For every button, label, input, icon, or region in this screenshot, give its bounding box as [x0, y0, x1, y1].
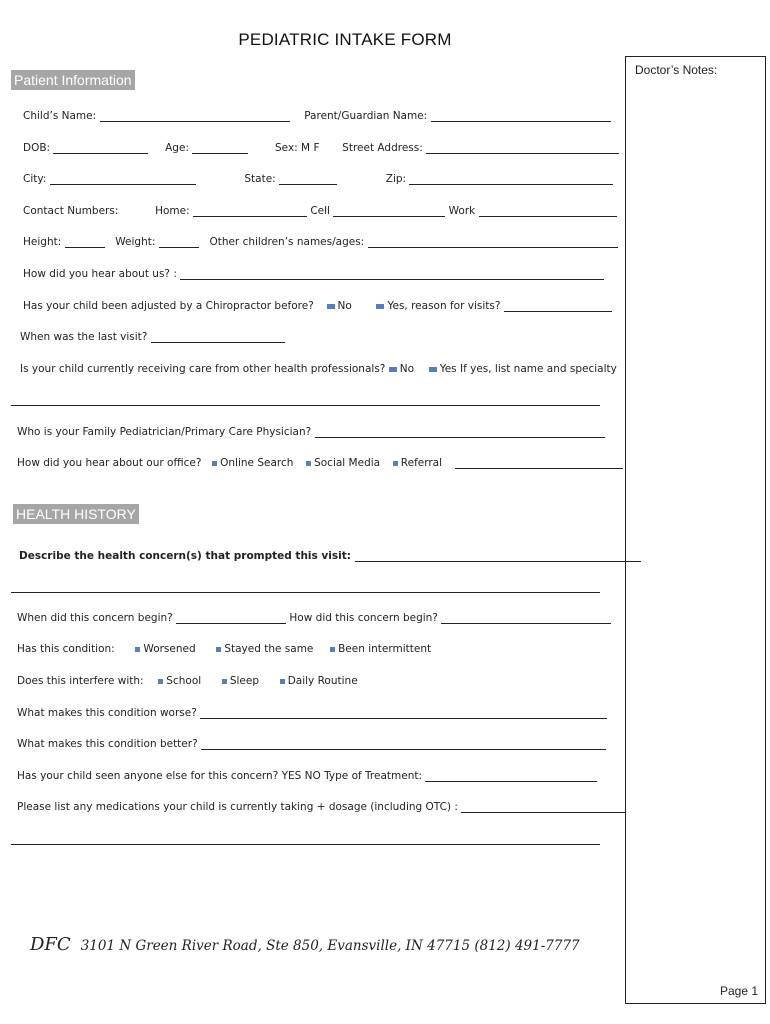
footer-address: 3101 N Green River Road, Ste 850, Evansville, IN 47715 (812) 491-7777 — [80, 938, 580, 954]
worsened-checkbox[interactable] — [135, 647, 140, 652]
other-care-no-checkbox[interactable] — [389, 367, 397, 372]
pediatrician-field[interactable] — [315, 427, 605, 438]
social-media-label: Social Media — [314, 457, 381, 469]
height-row — [23, 236, 618, 248]
intermittent-checkbox[interactable] — [330, 647, 335, 652]
pediatrician-label: Who is your Family Pediatrician/Primary Care Physician? — [17, 426, 312, 438]
doctor-notes-box[interactable] — [625, 56, 766, 1004]
when-begin-label: When did this concern begin? — [17, 612, 173, 624]
name-row — [23, 110, 611, 122]
other-children-label: Other children’s names/ages: — [209, 236, 365, 248]
social-media-checkbox[interactable] — [306, 461, 311, 466]
age-label: Age: — [165, 142, 189, 154]
doctor-notes-label: Doctor’s Notes: — [635, 63, 718, 77]
cell-label: Cell — [310, 205, 330, 217]
zip-field[interactable] — [409, 174, 613, 185]
dob-label: DOB: — [23, 142, 51, 154]
school-label: School — [166, 675, 202, 687]
home-label: Home: — [155, 205, 190, 217]
interfere-label: Does this interfere with: — [17, 675, 144, 687]
concern-answer-line[interactable] — [11, 592, 600, 593]
worse-label: What makes this condition worse? — [17, 707, 197, 719]
child-name-label: Child’s Name: — [23, 110, 97, 122]
seen-anyone-row — [17, 770, 597, 782]
city-row — [23, 173, 613, 185]
intermittent-label: Been intermittent — [338, 643, 432, 655]
state-field[interactable] — [279, 174, 337, 185]
chiro-reason-field[interactable] — [504, 301, 612, 312]
referral-field[interactable] — [455, 458, 623, 469]
other-care-no-label: No — [399, 363, 414, 375]
better-field[interactable] — [201, 739, 606, 750]
online-search-checkbox[interactable] — [212, 461, 217, 466]
street-label: Street Address: — [342, 142, 423, 154]
contact-row — [23, 205, 617, 217]
chiro-no-checkbox[interactable] — [327, 304, 335, 309]
daily-routine-label: Daily Routine — [287, 675, 358, 687]
better-row — [17, 738, 606, 750]
city-field[interactable] — [50, 174, 196, 185]
page-number: Page 1 — [720, 984, 759, 998]
medications-row — [17, 801, 625, 813]
work-phone-field[interactable] — [479, 206, 617, 217]
last-visit-field[interactable] — [151, 332, 285, 343]
other-care-answer-line[interactable] — [11, 405, 600, 406]
chiro-yes-checkbox[interactable] — [376, 304, 384, 309]
dob-field[interactable] — [53, 143, 148, 154]
chiropractor-question: Has your child been adjusted by a Chiropractor before? — [23, 300, 314, 312]
other-care-row — [20, 363, 617, 375]
work-label: Work — [448, 205, 476, 217]
describe-concern-field[interactable] — [355, 551, 641, 562]
dfc-logo: DFC — [30, 934, 71, 955]
contact-numbers-label: Contact Numbers: — [23, 205, 119, 217]
how-begin-label: How did this concern begin? — [289, 612, 438, 624]
treatment-field[interactable] — [425, 771, 597, 782]
stayed-same-label: Stayed the same — [224, 643, 314, 655]
concern-begin-row — [17, 612, 611, 624]
worse-row — [17, 707, 607, 719]
condition-label: Has this condition: — [17, 643, 115, 655]
street-field[interactable] — [426, 143, 619, 154]
other-care-yes-label: Yes If yes, list name and specialty — [439, 363, 617, 375]
medications-answer-line[interactable] — [11, 844, 600, 845]
when-begin-field[interactable] — [176, 613, 286, 624]
last-visit-row — [20, 331, 285, 343]
medications-field[interactable] — [461, 802, 625, 813]
describe-concern-label: Describe the health concern(s) that prompted this visit: — [19, 550, 351, 562]
state-label: State: — [244, 173, 276, 185]
sex-field[interactable]: Sex: M F — [275, 142, 320, 154]
sleep-checkbox[interactable] — [222, 679, 227, 684]
height-label: Height: — [23, 236, 62, 248]
chiropractor-row — [23, 300, 612, 312]
child-name-field[interactable] — [100, 111, 290, 122]
guardian-name-field[interactable] — [431, 111, 611, 122]
home-phone-field[interactable] — [193, 206, 307, 217]
footer — [30, 934, 580, 955]
referral-checkbox[interactable] — [393, 461, 398, 466]
height-field[interactable] — [65, 237, 105, 248]
school-checkbox[interactable] — [158, 679, 163, 684]
worse-field[interactable] — [200, 708, 607, 719]
online-search-label: Online Search — [220, 457, 294, 469]
hear-about-label: How did you hear about us? : — [23, 268, 177, 280]
referral-label: Referral — [400, 457, 443, 469]
weight-label: Weight: — [115, 236, 156, 248]
describe-concern-row — [19, 550, 641, 562]
last-visit-label: When was the last visit? — [20, 331, 148, 343]
worsened-label: Worsened — [143, 643, 196, 655]
chiro-no-label: No — [337, 300, 352, 312]
chiro-yes-label: Yes, reason for visits? — [387, 300, 501, 312]
dob-row — [23, 142, 619, 154]
other-care-question: Is your child currently receiving care from other health professionals? — [20, 363, 386, 375]
seen-anyone-label: Has your child seen anyone else for this concern? YES NO Type of Treatment: — [17, 770, 422, 782]
form-title: PEDIATRIC INTAKE FORM — [238, 30, 452, 49]
other-care-yes-checkbox[interactable] — [429, 367, 437, 372]
guardian-name-label: Parent/Guardian Name: — [304, 110, 428, 122]
patient-information-heading: Patient Information — [11, 70, 135, 90]
hear-about-field[interactable] — [180, 269, 604, 280]
better-label: What makes this condition better? — [17, 738, 198, 750]
condition-row — [17, 643, 431, 655]
how-begin-field[interactable] — [441, 613, 611, 624]
stayed-same-checkbox[interactable] — [216, 647, 221, 652]
age-field[interactable] — [192, 143, 248, 154]
pediatrician-row — [17, 426, 605, 438]
city-label: City: — [23, 173, 47, 185]
hear-about-row — [23, 268, 604, 280]
cell-phone-field[interactable] — [333, 206, 445, 217]
health-history-heading: HEALTH HISTORY — [13, 504, 139, 524]
other-children-field[interactable] — [368, 237, 618, 248]
medications-label: Please list any medications your child is currently taking + dosage (including OTC) : — [17, 801, 458, 813]
daily-routine-checkbox[interactable] — [280, 679, 285, 684]
interfere-row — [17, 675, 358, 687]
sleep-label: Sleep — [229, 675, 260, 687]
zip-label: Zip: — [385, 173, 407, 185]
hear-office-row — [17, 457, 623, 469]
hear-office-label: How did you hear about our office? — [17, 457, 202, 469]
weight-field[interactable] — [159, 237, 199, 248]
